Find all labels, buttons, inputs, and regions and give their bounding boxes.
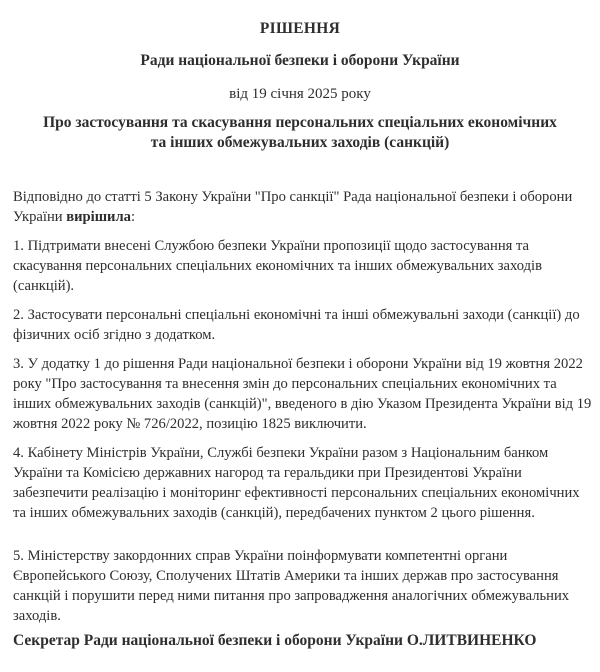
clause-2: 2. Застосувати персональні спеціальні економічні та інші обмежувальні заходи (санкції) до фізичних осіб згідно з додатком. bbox=[13, 307, 580, 343]
document-date: від 19 січня 2025 року bbox=[229, 86, 371, 102]
intro-colon: : bbox=[130, 209, 135, 225]
document-title: РІШЕННЯ bbox=[259, 20, 341, 37]
intro-paragraph bbox=[13, 187, 593, 227]
issuing-body: Ради національної безпеки і оборони України bbox=[140, 52, 460, 69]
clause-4: 4. Кабінету Міністрів України, Службі безпеки України разом з Національним банком України та Комісією державних нагород та геральдики при Президентові України забезпечити реалізацію і моніторинг ефективності персональних спеціальних економічних та інших обмежувальних заходів (санкцій), передбачених пунктом 2 цього рішення. bbox=[13, 445, 580, 521]
intro-decided: вирішила bbox=[66, 209, 131, 225]
clause-3: 3. У додатку 1 до рішення Ради національної безпеки і оборони України від 19 жовтня 2022 року "Про застосування та внесення змін до персональних спеціальних економічних та інших обмежувальних заходів (санкцій)", введеного в дію Указом Президента України від 19 жовтня 2022 року № 726/2022, позицію 1825 виключити. bbox=[13, 356, 592, 432]
clause-1: 1. Підтримати внесені Службою безпеки України пропозиції щодо застосування та скасування персональних спеціальних економічних та інших обмежувальних заходів (санкцій). bbox=[13, 238, 542, 294]
intro-text: Відповідно до статті 5 Закону України "Про санкції" Рада національної безпеки і оборони України bbox=[13, 189, 573, 225]
clause-5: 5. Міністерству закордонних справ України поінформувати компетентні органи Європейського Союзу, Сполучених Штатів Америки та інших держав про застосування санкцій і порушити перед ними питання про запровадження аналогічних обмежувальних заходів. bbox=[13, 548, 570, 624]
signature-line: Секретар Ради національної безпеки і оборони України О.ЛИТВИНЕНКО bbox=[13, 632, 537, 649]
document-subject: Про застосування та скасування персональних спеціальних економічних та інших обмежувальних заходів (санкцій) bbox=[43, 114, 557, 151]
